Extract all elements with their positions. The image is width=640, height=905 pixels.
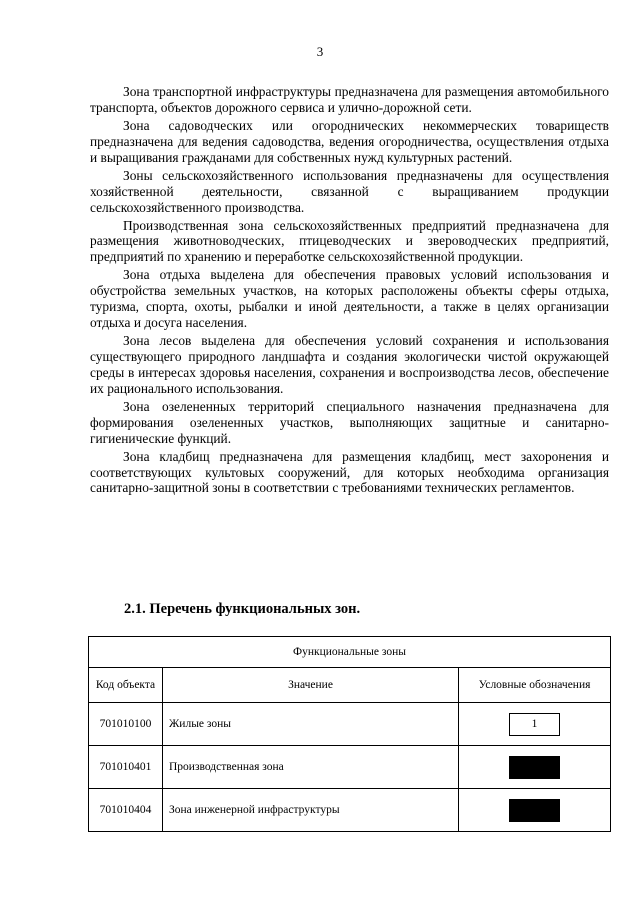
table-row xyxy=(89,789,611,832)
object-code: 701010404 xyxy=(89,789,163,832)
paragraph-garden-zone: Зона садоводческих или огороднических некоммерческих товариществ предназначена для ведения садоводства, ведения огородничества, осуществления отдыха и выращивания гражданами для собственных нужд культурных растений. xyxy=(90,117,609,165)
column-header-code: Код объекта xyxy=(89,668,163,703)
zone-name: Зона инженерной инфраструктуры xyxy=(163,789,459,832)
table-caption: Функциональные зоны xyxy=(89,637,611,668)
paragraph-agricultural-zone: Зоны сельскохозяйственного использования предназначены для осуществления хозяйственной деятельности, связанной с выращиванием продукции сельскохозяйственного производства. xyxy=(90,167,609,215)
body-text xyxy=(90,84,609,498)
section-heading: 2.1. Перечень функциональных зон. xyxy=(124,601,361,617)
table-row xyxy=(89,703,611,746)
paragraph-green-zone: Зона озелененных территорий специального назначения предназначена для формирования озелененных участков, выполняющих защитные и санитарно-гигиенические функций. xyxy=(90,398,609,446)
object-code: 701010100 xyxy=(89,703,163,746)
legend-cell xyxy=(459,789,611,832)
paragraph-transport-zone: Зона транспортной инфраструктуры предназначена для размещения автомобильного транспорта, объектов дорожного сервиса и улично-дорожной сети. xyxy=(90,84,609,115)
page-number: 3 xyxy=(316,44,324,59)
legend-swatch: 1 xyxy=(509,713,560,736)
zone-name: Производственная зона xyxy=(163,746,459,789)
table-row xyxy=(89,746,611,789)
column-header-meaning: Значение xyxy=(163,668,459,703)
paragraph-cemetery-zone: Зона кладбищ предназначена для размещения кладбищ, мест захоронения и соответствующих культовых сооружений, для которых необходима организация санитарно-защитной зоны в соответствии с требованиями технических регламентов. xyxy=(90,448,609,496)
object-code: 701010401 xyxy=(89,746,163,789)
legend-cell xyxy=(459,746,611,789)
legend-swatch xyxy=(509,756,560,779)
zone-name: Жилые зоны xyxy=(163,703,459,746)
paragraph-agri-production-zone: Производственная зона сельскохозяйственных предприятий предназначена для размещения животноводческих, птицеводческих и звероводческих предприятий, предприятий по хранению и переработке сельскохозяйственной продукции. xyxy=(90,217,609,265)
paragraph-forest-zone: Зона лесов выделена для обеспечения условий сохранения и использования существующего природного ландшафта и создания экологически чистой окружающей среды в интересах здоровья населения, сохранения и воспроизводства лесов, обеспечение их рационального использования. xyxy=(90,333,609,396)
functional-zones-table xyxy=(88,636,611,832)
legend-swatch xyxy=(509,799,560,822)
column-header-legend: Условные обозначения xyxy=(459,668,611,703)
paragraph-recreation-zone: Зона отдыха выделена для обеспечения правовых условий использования и обустройства земельных участков, на которых расположены объекты сферы отдыха, туризма, спорта, охоты, рыбалки и иной деятельности, а также в целях организации отдыха и досуга населения. xyxy=(90,267,609,331)
legend-cell xyxy=(459,703,611,746)
